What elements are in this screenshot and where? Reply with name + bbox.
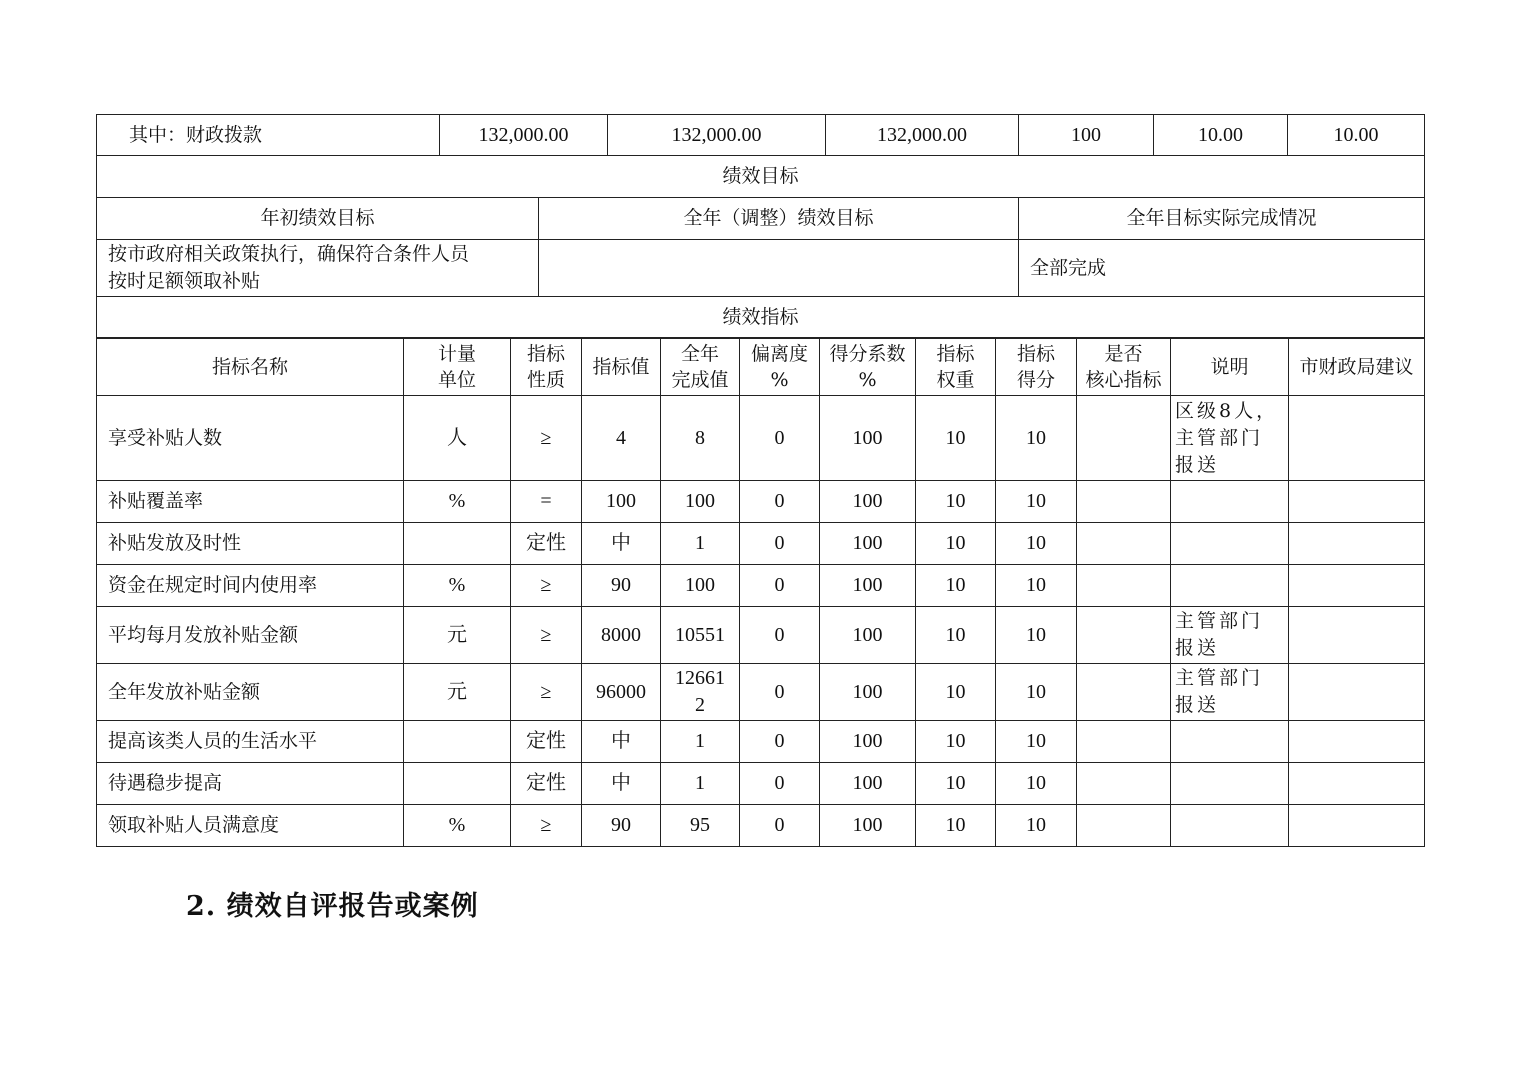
indicators-header-row [97,338,1425,396]
cell-score: 10 [996,763,1077,805]
cell-note [1171,607,1289,664]
goals-header: 全年目标实际完成情况 [1019,198,1425,240]
cell-nature: 定性 [511,523,582,565]
performance-goals-table [96,114,1425,339]
funding-value: 10.00 [1154,115,1288,156]
initial-goal-line: 按时足额领取补贴 [108,270,261,292]
cell-line: 主管部门 [1175,610,1264,632]
cell-actual: 1 [661,523,740,565]
cell-coef: 100 [820,565,916,607]
cell-note [1171,805,1289,847]
table-row [97,481,1425,523]
table-row [97,523,1425,565]
col-header-note: 说明 [1171,338,1289,396]
cell-actual: 95 [661,805,740,847]
cell-weight: 10 [916,481,996,523]
cell-nature: = [511,481,582,523]
funding-row [97,115,1425,156]
cell-coef: 100 [820,805,916,847]
cell-advice [1289,396,1425,481]
cell-core [1077,721,1171,763]
goals-header-row [97,198,1425,240]
cell-name: 补贴覆盖率 [97,481,404,523]
cell-target: 中 [582,721,661,763]
cell-name: 补贴发放及时性 [97,523,404,565]
cell-deviation: 0 [740,565,820,607]
cell-core [1077,523,1171,565]
cell-deviation: 0 [740,805,820,847]
cell-deviation: 0 [740,664,820,721]
cell-line: 报送 [1175,694,1220,716]
cell-line: 报送 [1175,453,1220,476]
cell-nature: ≥ [511,805,582,847]
cell-nature: ≥ [511,664,582,721]
cell-nature: ≥ [511,607,582,664]
funding-value: 132,000.00 [440,115,608,156]
cell-line: 区级8人， [1175,399,1279,422]
cell-actual [661,664,740,721]
cell-note [1171,664,1289,721]
cell-score: 10 [996,396,1077,481]
cell-target: 8000 [582,607,661,664]
cell-advice [1289,565,1425,607]
cell-line: 主管部门 [1175,667,1264,689]
cell-score: 10 [996,607,1077,664]
cell-name: 领取补贴人员满意度 [97,805,404,847]
cell-unit: % [404,805,511,847]
cell-note [1171,763,1289,805]
cell-advice [1289,805,1425,847]
cell-target: 96000 [582,664,661,721]
col-header-target: 指标值 [582,338,661,396]
cell-coef: 100 [820,396,916,481]
cell-weight: 10 [916,565,996,607]
cell-unit [404,523,511,565]
table-row [97,565,1425,607]
cell-name: 资金在规定时间内使用率 [97,565,404,607]
cell-weight: 10 [916,805,996,847]
goals-section-title: 绩效目标 [97,156,1425,198]
cell-unit: % [404,481,511,523]
col-header-score: 指标 得分 [996,338,1077,396]
cell-unit [404,721,511,763]
cell-actual: 1 [661,721,740,763]
cell-name: 提高该类人员的生活水平 [97,721,404,763]
col-header-weight: 指标 权重 [916,338,996,396]
cell-score: 10 [996,481,1077,523]
cell-coef: 100 [820,664,916,721]
cell-core [1077,396,1171,481]
cell-unit [404,763,511,805]
cell-weight: 10 [916,763,996,805]
cell-weight: 10 [916,523,996,565]
cell-unit: 元 [404,664,511,721]
cell-nature: ≥ [511,565,582,607]
cell-actual: 10551 [661,607,740,664]
cell-note [1171,396,1289,481]
table-row [97,721,1425,763]
cell-weight: 10 [916,664,996,721]
cell-core [1077,664,1171,721]
cell-unit: % [404,565,511,607]
cell-actual: 100 [661,481,740,523]
cell-advice [1289,664,1425,721]
cell-coef: 100 [820,763,916,805]
cell-target: 中 [582,763,661,805]
cell-note [1171,481,1289,523]
table-row [97,607,1425,664]
funding-value: 100 [1019,115,1154,156]
funding-value: 10.00 [1288,115,1425,156]
table-row [97,805,1425,847]
cell-line: 12661 [675,667,725,689]
cell-score: 10 [996,721,1077,763]
cell-note [1171,721,1289,763]
col-header-nature: 指标 性质 [511,338,582,396]
col-header-unit: 计量 单位 [404,338,511,396]
initial-goal [97,240,539,297]
cell-deviation: 0 [740,481,820,523]
cell-name: 享受补贴人数 [97,396,404,481]
cell-target: 4 [582,396,661,481]
adjusted-goal [539,240,1019,297]
cell-nature: 定性 [511,721,582,763]
cell-deviation: 0 [740,396,820,481]
cell-target: 100 [582,481,661,523]
col-header-actual: 全年 完成值 [661,338,740,396]
cell-line: 报送 [1175,637,1220,659]
cell-target: 90 [582,805,661,847]
indicators-body [97,396,1425,847]
cell-unit: 元 [404,607,511,664]
col-header-core: 是否 核心指标 [1077,338,1171,396]
cell-core [1077,763,1171,805]
cell-line: 主管部门 [1175,426,1264,449]
cell-advice [1289,481,1425,523]
cell-coef: 100 [820,721,916,763]
cell-core [1077,607,1171,664]
cell-actual: 100 [661,565,740,607]
cell-name: 全年发放补贴金额 [97,664,404,721]
goals-header: 全年（调整）绩效目标 [539,198,1019,240]
col-header-advice: 市财政局建议 [1289,338,1425,396]
section-heading: 2. 绩效自评报告或案例 [186,891,479,922]
cell-score: 10 [996,523,1077,565]
actual-completion: 全部完成 [1019,240,1425,297]
col-header-coef: 得分系数 % [820,338,916,396]
cell-score: 10 [996,565,1077,607]
performance-indicators-table [96,337,1425,847]
cell-core [1077,805,1171,847]
cell-deviation: 0 [740,523,820,565]
table-row [97,763,1425,805]
cell-actual: 8 [661,396,740,481]
cell-nature: 定性 [511,763,582,805]
cell-core [1077,565,1171,607]
table-row [97,396,1425,481]
goals-header: 年初绩效目标 [97,198,539,240]
cell-core [1077,481,1171,523]
cell-nature: ≥ [511,396,582,481]
cell-coef: 100 [820,523,916,565]
cell-unit: 人 [404,396,511,481]
col-header-name: 指标名称 [97,338,404,396]
cell-weight: 10 [916,721,996,763]
cell-line: 2 [695,694,705,716]
cell-deviation: 0 [740,607,820,664]
cell-coef: 100 [820,607,916,664]
cell-note [1171,565,1289,607]
cell-deviation: 0 [740,763,820,805]
cell-score: 10 [996,805,1077,847]
goals-content-row [97,240,1425,297]
cell-deviation: 0 [740,721,820,763]
cell-note [1171,523,1289,565]
funding-label: 其中：财政拨款 [97,115,440,156]
col-header-deviation: 偏离度 % [740,338,820,396]
cell-advice [1289,607,1425,664]
cell-weight: 10 [916,396,996,481]
indicators-section-title: 绩效指标 [97,297,1425,339]
cell-coef: 100 [820,481,916,523]
funding-value: 132,000.00 [826,115,1019,156]
cell-name: 平均每月发放补贴金额 [97,607,404,664]
cell-advice [1289,763,1425,805]
cell-advice [1289,721,1425,763]
initial-goal-line: 按市政府相关政策执行，确保符合条件人员 [108,243,470,265]
cell-target: 90 [582,565,661,607]
cell-name: 待遇稳步提高 [97,763,404,805]
cell-score: 10 [996,664,1077,721]
funding-value: 132,000.00 [608,115,826,156]
cell-weight: 10 [916,607,996,664]
cell-advice [1289,523,1425,565]
table-row [97,664,1425,721]
cell-target: 中 [582,523,661,565]
cell-actual: 1 [661,763,740,805]
